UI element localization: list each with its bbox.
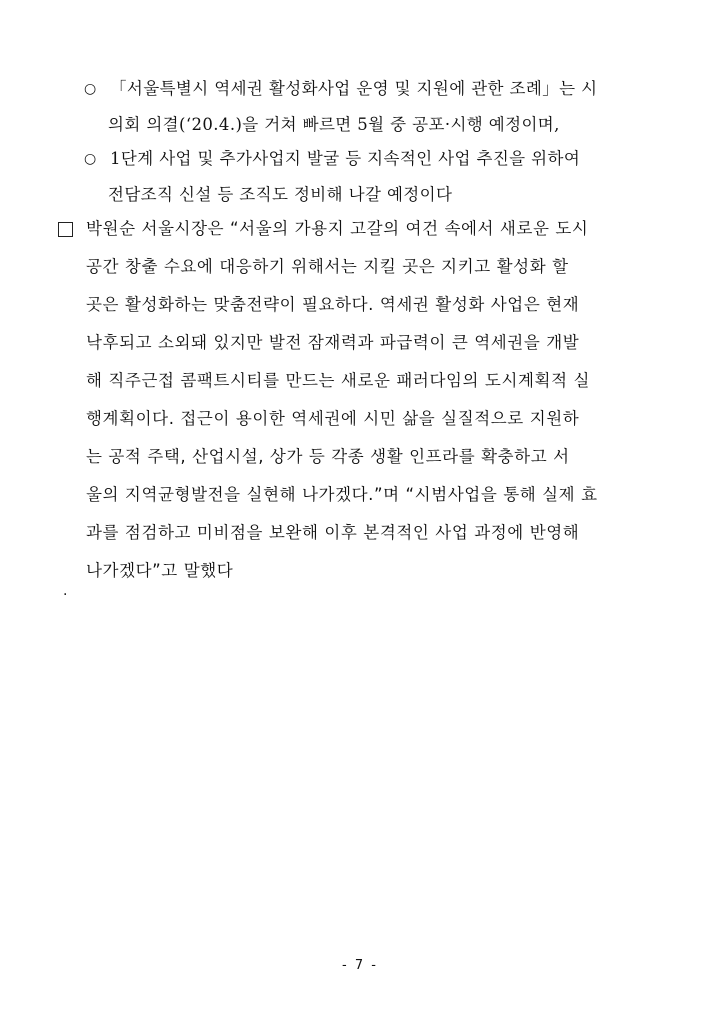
bullet-item-dedicated-organization: [84, 141, 684, 213]
paragraph-line: 공간 창출 수요에 대응하기 위해서는 지킬 곳은 지키고 활성화 할: [86, 257, 569, 276]
paragraph-line: 해 직주근접 콤팩트시티를 만드는 새로운 패러다임의 도시계획적 실: [86, 371, 591, 390]
bullet-text-line: 의회 의결(‘20.4.)을 거쳐 빠르면 5월 중 공포·시행 예정이며,: [108, 115, 560, 134]
bullet-text-line: 1단계 사업 및 추가사업지 발굴 등 지속적인 사업 추진을 위하여: [110, 149, 581, 168]
paragraph-line: 나가겠다”고 말했다: [86, 561, 234, 580]
paragraph-line: 과를 점검하고 미비점을 보완해 이후 본격적인 사업 과정에 반영해: [86, 523, 580, 542]
circle-bullet-icon: ○: [84, 81, 97, 97]
paragraph-line: 는 공적 주택, 산업시설, 상가 등 각종 생활 인프라를 확충하고 서: [86, 447, 570, 466]
paragraph-line: 박원순 서울시장은 “서울의 가용지 고갈의 여건 속에서 새로운 도시: [86, 219, 589, 238]
paragraph-line: 울의 지역균형발전을 실현해 나가겠다.”며 “시범사업을 통해 실제 효: [86, 485, 598, 504]
square-bullet-icon: [58, 222, 73, 237]
paragraph-line: 행계획이다. 접근이 용이한 역세권에 시민 삶을 실질적으로 지원하: [86, 409, 580, 428]
paragraph-line: 곳은 활성화하는 맞춤전략이 필요하다. 역세권 활성화 사업은 현재: [86, 295, 580, 314]
page-number: - 7 -: [342, 958, 378, 973]
paragraph-line: 낙후되고 소외돼 있지만 발전 잠재력과 파급력이 큰 역세권을 개발: [86, 333, 580, 352]
bullet-text-line: 「서울특별시 역세권 활성화사업 운영 및 지원에 관한 조례」는 시: [110, 79, 598, 98]
bullet-item-ordinance: [84, 71, 684, 143]
stray-period-mark: .: [63, 583, 68, 599]
bullet-text-line: 전담조직 신설 등 조직도 정비해 나갈 예정이다: [108, 185, 453, 204]
circle-bullet-icon: ○: [84, 151, 97, 167]
